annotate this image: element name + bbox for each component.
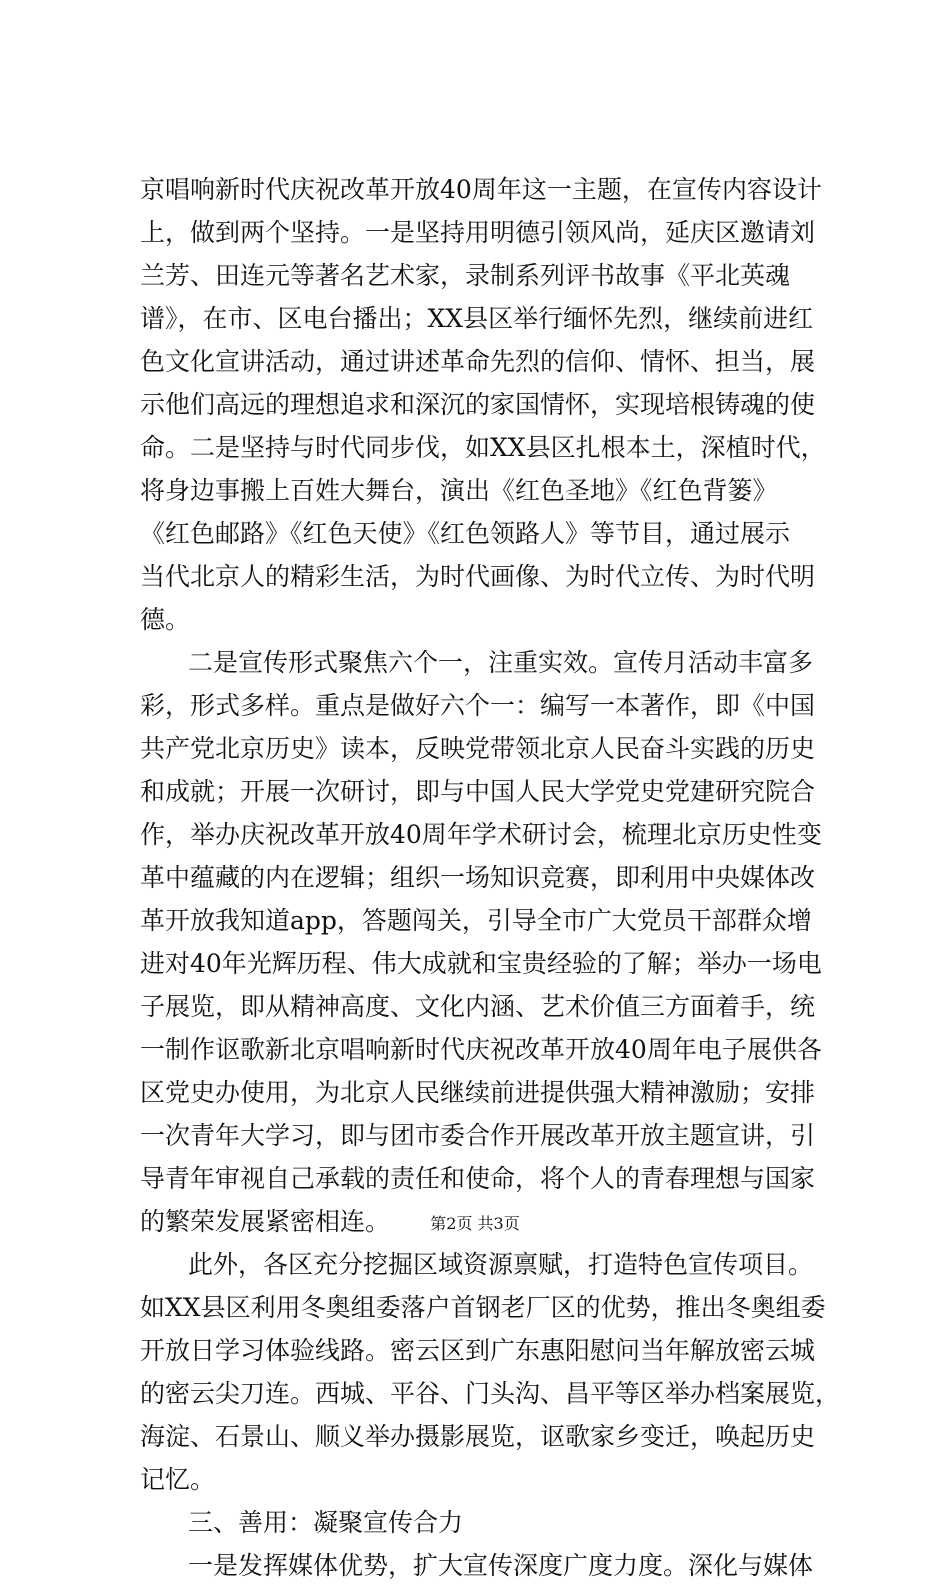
text-line: 彩，形式多样。重点是做好六个一：编写一本著作，即《中国 xyxy=(140,691,816,720)
paragraph-first-line: 此外，各区充分挖掘区域资源禀赋，打造特色宣传项目。 xyxy=(188,1250,814,1279)
text-line: 当代北京人的精彩生活，为时代画像、为时代立传、为时代明 xyxy=(140,562,816,591)
text-line: 一次青年大学习，即与团市委合作开展改革开放主题宣讲，引 xyxy=(140,1121,816,1150)
text-line: 和成就；开展一次研讨，即与中国人民大学党史党建研究院合 xyxy=(140,777,816,806)
text-line: 《红色邮路》《红色天使》《红色领路人》等节目，通过展示 xyxy=(140,519,791,548)
text-line: 作，举办庆祝改革开放40周年学术研讨会，梳理北京历史性变 xyxy=(140,820,822,849)
paragraph-first-line: 二是宣传形式聚焦六个一，注重实效。宣传月活动丰富多 xyxy=(188,648,814,677)
text-line: 共产党北京历史》读本，反映党带领北京人民奋斗实践的历史 xyxy=(140,734,816,763)
text-line: 示他们高远的理想追求和深沉的家国情怀，实现培根铸魂的使 xyxy=(140,390,816,419)
text-line: 京唱响新时代庆祝改革开放40周年这一主题，在宣传内容设计 xyxy=(140,175,822,204)
text-line: 导青年审视自己承载的责任和使命，将个人的青春理想与国家 xyxy=(140,1164,816,1193)
text-line: 色文化宣讲活动，通过讲述革命先烈的信仰、情怀、担当，展 xyxy=(140,347,816,376)
text-line: 兰芳、田连元等著名艺术家，录制系列评书故事《平北英魂 xyxy=(140,261,791,290)
text-line: 谱》，在市、区电台播出；XX县区举行缅怀先烈，继续前进红 xyxy=(140,304,814,333)
text-line: 子展览，即从精神高度、文化内涵、艺术价值三方面着手，统 xyxy=(140,992,816,1021)
text-line: 一制作讴歌新北京唱响新时代庆祝改革开放40周年电子展供各 xyxy=(140,1035,822,1064)
text-line: 海淀、石景山、顺义举办摄影展览，讴歌家乡变迁，唤起历史 xyxy=(140,1422,816,1451)
text-line: 开放日学习体验线路。密云区到广东惠阳慰问当年解放密云城 xyxy=(140,1336,816,1365)
text-line: 区党史办使用，为北京人民继续前进提供强大精神激励；安排 xyxy=(140,1078,816,1107)
section-heading: 三、善用：凝聚宣传合力 xyxy=(188,1508,464,1537)
text-line: 革开放我知道app，答题闯关，引导全市广大党员干部群众增 xyxy=(140,906,812,935)
text-line: 德。 xyxy=(140,605,191,634)
text-line: 上，做到两个坚持。一是坚持用明德引领风尚，延庆区邀请刘 xyxy=(140,218,816,247)
text-line: 的密云尖刀连。西城、平谷、门头沟、昌平等区举办档案展览， xyxy=(140,1379,840,1408)
text-line: 命。二是坚持与时代同步伐，如XX县区扎根本土，深植时代， xyxy=(140,433,826,462)
text-line: 的繁荣发展紧密相连。 xyxy=(140,1207,391,1236)
document-body xyxy=(140,168,840,1587)
text-line: 进对40年光辉历程、伟大成就和宝贵经验的了解；举办一场电 xyxy=(140,949,822,978)
text-line: 记忆。 xyxy=(140,1465,216,1494)
paragraph-first-line: 一是发挥媒体优势，扩大宣传深度广度力度。深化与媒体 xyxy=(188,1551,814,1580)
text-line: 将身边事搬上百姓大舞台，演出《红色圣地》《红色背篓》 xyxy=(140,476,778,505)
page-number-footer: 第2页 共3页 xyxy=(430,1214,520,1233)
text-line: 如XX县区利用冬奥组委落户首钢老厂区的优势，推出冬奥组委 xyxy=(140,1293,826,1322)
text-line: 革中蕴藏的内在逻辑；组织一场知识竞赛，即利用中央媒体改 xyxy=(140,863,816,892)
